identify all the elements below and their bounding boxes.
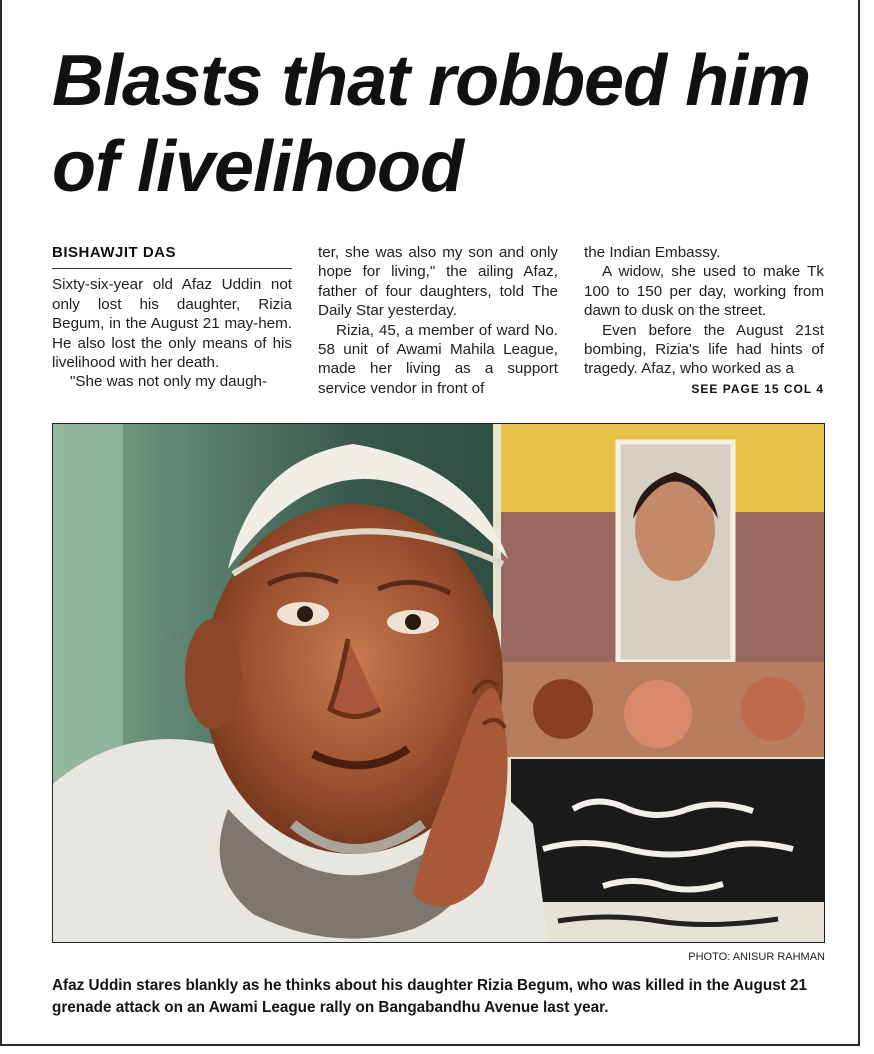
byline: BISHAWJIT DAS [52, 243, 292, 269]
article-paragraph: the Indian Embassy. [584, 244, 721, 261]
article-paragraph: A widow, she used to make Tk 100 to 150 per day, working from dawn to dusk on the street. [584, 263, 824, 320]
headline-line-1: Blasts that robbed him [52, 41, 811, 121]
headline-line-2: of livelihood [52, 127, 463, 207]
article-paragraph: Rizia, 45, a member of ward No. 58 unit of Awami Mahila League, made her living as a support service vendor in front of [318, 321, 558, 397]
jump-line: SEE PAGE 15 COL 4 [691, 381, 824, 396]
article-paragraph: Sixty-six-year old Afaz Uddin not only lost his daughter, Rizia Begum, in the August 21 may-hem. He also lost the only means of his livelihood with her death. [52, 276, 292, 372]
memorial-poster [493, 424, 824, 942]
photo-caption: Afaz Uddin stares blankly as he thinks about his daughter Rizia Begum, who was killed in the August 21 grenade attack on an Awami League rally on Bangabandhu Avenue last year. [52, 977, 808, 1016]
article-column-2 [318, 243, 558, 398]
article-column-1 [52, 243, 292, 392]
headline [52, 38, 852, 210]
photo-credit: PHOTO: ANISUR RAHMAN [688, 951, 825, 963]
article-paragraph: "She was not only my daugh- [70, 373, 268, 391]
article-paragraph: ter, she was also my son and only hope for living," the ailing Afaz, father of four daughters, told The Daily Star yesterday. [318, 244, 558, 320]
photo-illustration [53, 424, 824, 942]
article-column-3 [584, 243, 824, 399]
article-paragraph: Even before the August 21st bombing, Rizia's life had hints of tragedy. Afaz, who worked as a [584, 321, 824, 378]
news-photo [52, 423, 825, 943]
